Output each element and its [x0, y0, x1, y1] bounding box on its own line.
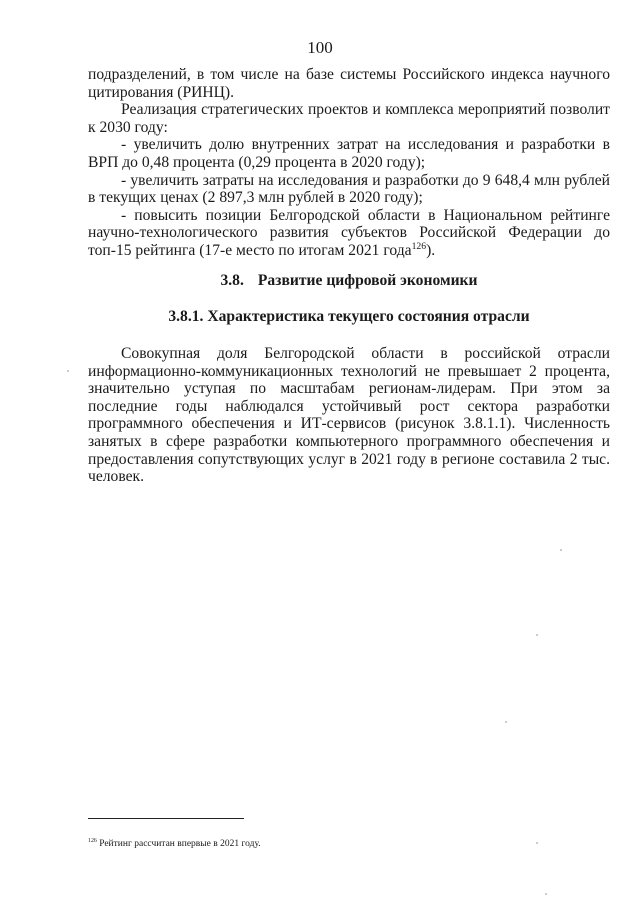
footnote-text: Рейтинг рассчитан впервые в 2021 году.	[96, 839, 261, 849]
footnote-ref[interactable]: 126	[411, 240, 427, 252]
scan-speck	[536, 842, 538, 844]
scan-speck	[560, 549, 562, 551]
paragraph-intro: Реализация стратегических проектов и комплекса мероприятий позволит к 2030 году:	[88, 101, 610, 136]
text-block-ict	[88, 345, 610, 486]
paragraph-ict: Совокупная доля Белгородской области в российской отрасли информационно-коммуникационных технологий не превышает 2 процента, значительно уступая по масштабам регионам-лидерам. При этом за последние годы наблюдался устойчивый рост сектора разработки программного обеспечения и ИТ-сервисов (рисунок 3.8.1.1). Численность занятых в сфере разработки компьютерного программного обеспечения и предоставления сопутствующих услуг в 2021 году в регионе составила 2 тыс. человек.	[88, 345, 610, 486]
list-item-rating-text: - повысить позиции Белгородской области в Национальном рейтинге научно-технологического развития субъектов Российской Федерации до топ-15 рейтинга (17-е место по итогам 2021 года	[88, 206, 610, 259]
footnote	[88, 838, 588, 850]
page-number: 100	[307, 38, 333, 57]
section-title: Развитие цифровой экономики	[257, 272, 478, 289]
scan-speck	[545, 893, 547, 895]
list-item-rd-share: - увеличить долю внутренних затрат на исследования и разработки в ВРП до 0,48 процента (0,29 процента в 2020 году);	[88, 136, 610, 171]
list-item-rating-end: ).	[426, 241, 436, 259]
footnote-separator	[88, 818, 244, 819]
section-heading	[88, 272, 610, 290]
list-item-rating	[88, 207, 610, 260]
list-item-rd-costs: - увеличить затраты на исследования и разработки до 9 648,4 млн рублей в текущих ценах (2 897,3 млн рублей в 2020 году);	[88, 171, 610, 207]
scan-speck	[67, 370, 69, 372]
scan-speck	[505, 721, 507, 723]
paragraph-continuation: подразделений, в том числе на базе системы Российского индекса научного цитирования (РИНЦ).	[88, 66, 610, 101]
subsection-heading: 3.8.1. Характеристика текущего состояния отрасли	[168, 308, 530, 325]
footnote-number: 126	[88, 837, 97, 844]
scan-speck	[536, 634, 538, 636]
section-number: 3.8.	[220, 272, 244, 289]
text-block-goals	[88, 66, 610, 260]
